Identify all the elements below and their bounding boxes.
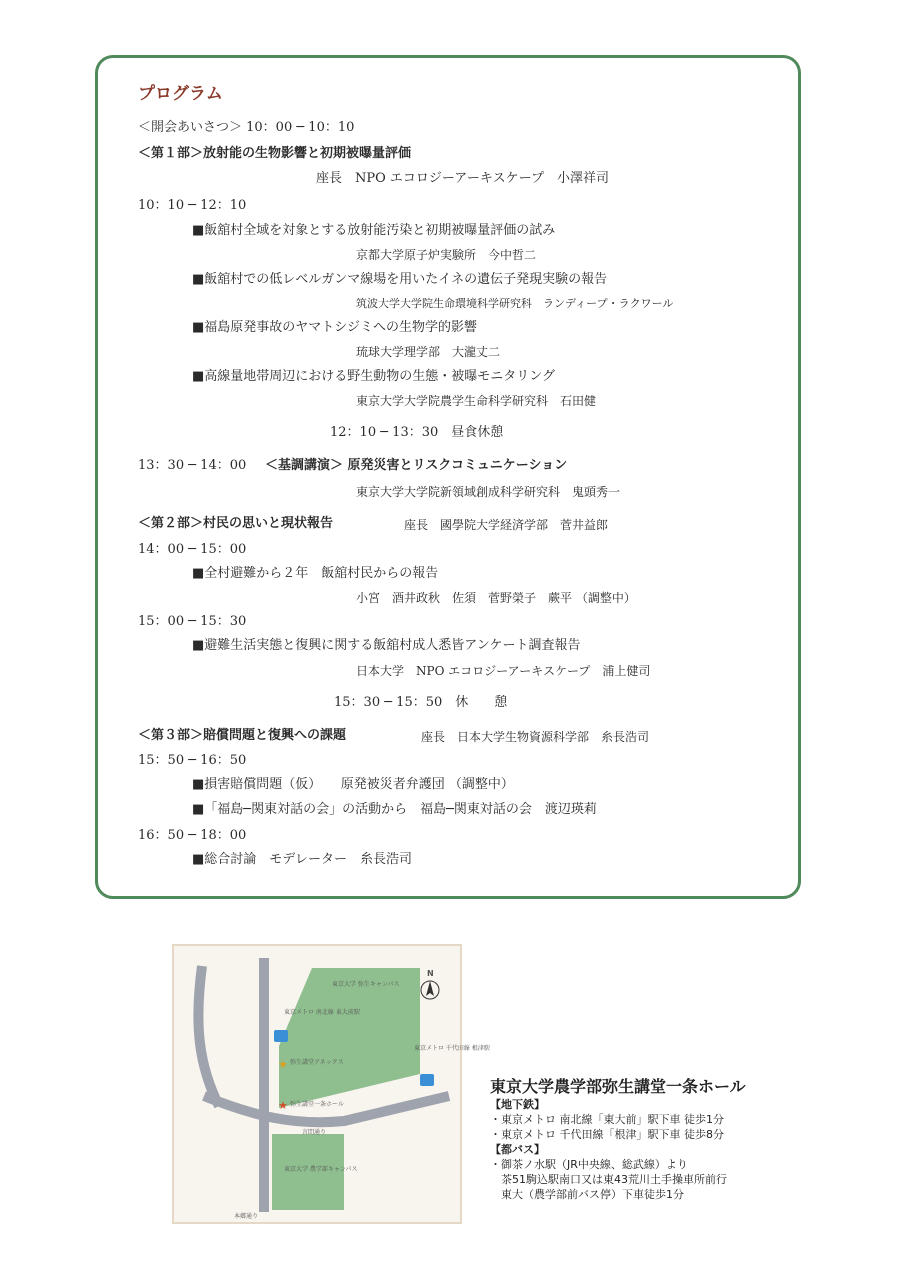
bus-label: 【都バス】: [490, 1143, 545, 1156]
part3-time2: 16：50 ─ 18：00: [138, 828, 247, 843]
bus-line: 東大（農学部前バス停）下車徒歩1分: [490, 1188, 684, 1201]
road-kototoi: [204, 1096, 449, 1122]
star-icon: ★: [278, 1058, 288, 1071]
compass-north: N: [427, 969, 434, 978]
part1-talk-title: ■飯舘村全域を対象とする放射能汚染と初期被曝量評価の試み: [192, 223, 556, 238]
part1-time: 10：10 ─ 12：10: [138, 198, 247, 213]
station-left-label: 東京メトロ 南北線 東大前駅: [284, 1009, 360, 1016]
program-title: プログラム: [138, 84, 223, 104]
access-map: [172, 944, 490, 1224]
part2-session2-time: 15：00 ─ 15：30: [138, 614, 247, 629]
street-mid-label: 言問通り: [302, 1129, 327, 1136]
bus-line: ・御茶ノ水駅（JR中央線、総武線）より: [490, 1158, 688, 1171]
venue-label: 弥生講堂一条ホール: [290, 1101, 344, 1108]
keynote-speaker: 東京大学大学院新領域創成科学研究科 鬼頭秀一: [356, 485, 621, 499]
part2-session1-time: 14：00 ─ 15：00: [138, 542, 247, 557]
part3-chair: 座長 日本大学生物資源科学部 糸長浩司: [421, 730, 650, 744]
map-drawing: [174, 946, 490, 1222]
metro-left-icon: [274, 1030, 288, 1042]
venue-name: 東京大学農学部弥生講堂一条ホール: [490, 1077, 746, 1096]
subway-label: 【地下鉄】: [490, 1098, 545, 1111]
part1-talk-title: ■飯舘村での低レベルガンマ線場を用いたイネの遺伝子発現実験の報告: [192, 272, 608, 287]
station-right-label: 東京メトロ 千代田線 根津駅: [414, 1045, 490, 1052]
part2-session2-title: ■避難生活実態と復興に関する飯舘村成人悉皆アンケート調査報告: [192, 638, 581, 653]
keynote-heading: ＜基調講演＞ 原発災害とリスクコミュニケーション: [265, 458, 568, 473]
part1-talk-speaker: 琉球大学理学部 大瀧丈二: [356, 345, 501, 359]
bus-line: 茶51駒込駅南口又は東43荒川土手操車所前行: [490, 1173, 727, 1186]
venue-star-icon: ★: [278, 1099, 288, 1112]
metro-right-icon: [420, 1074, 434, 1086]
part1-heading: ＜第１部＞放射能の生物影響と初期被曝量評価: [138, 146, 412, 161]
part1-chair: 座長 NPO エコロジーアーキスケープ 小澤祥司: [316, 171, 609, 186]
part2-session2-speaker: 日本大学 NPO エコロジーアーキスケープ 浦上健司: [356, 664, 651, 678]
lunch-break: 12：10 ─ 13：30 昼食休憩: [330, 425, 504, 440]
part1-talk-speaker: 東京大学大学院農学生命科学研究科 石田健: [356, 394, 597, 408]
part1-talk-title: ■福島原発事故のヤマトシジミへの生物学的影響: [192, 320, 477, 335]
part1-talk-title: ■高線量地帯周辺における野生動物の生態・被曝モニタリング: [192, 369, 556, 384]
part3-talk3: ■総合討論 モデレーター 糸長浩司: [192, 852, 413, 867]
subway-line: ・東京メトロ 南北線「東大前」駅下車 徒歩1分: [490, 1113, 724, 1126]
part2-session1-speakers: 小宮 酒井政秋 佐須 菅野榮子 蕨平 （調整中）: [356, 591, 636, 605]
compass-needle-icon: [426, 981, 434, 996]
part2-heading: ＜第２部＞村民の思いと現状報告: [138, 516, 334, 531]
street-left-label: 本郷通り: [234, 1213, 259, 1220]
campus-top-label: 東京大学 弥生キャンパス: [332, 981, 400, 988]
campus-bottom-label: 東京大学 農学部キャンパス: [284, 1166, 358, 1173]
part3-talk2: ■「福島─関東対話の会」の活動から 福島─関東対話の会 渡辺瑛莉: [192, 802, 597, 817]
part1-talk-speaker: 筑波大学大学院生命環境科学研究科 ランディープ・ラクワール: [356, 297, 674, 310]
subway-line: ・東京メトロ 千代田線「根津」駅下車 徒歩8分: [490, 1128, 724, 1141]
part3-talk1: ■損害賠償問題（仮） 原発被災者弁護団 （調整中）: [192, 777, 514, 792]
keynote-time: 13：30 ─ 14：00: [138, 458, 247, 473]
road-curve: [198, 966, 219, 1106]
campus-top-area: [279, 968, 420, 1108]
part3-heading: ＜第３部＞賠償問題と復興への課題: [138, 728, 347, 743]
part2-chair: 座長 國學院大学経済学部 菅井益郎: [404, 518, 609, 532]
opening-remarks: ＜開会あいさつ＞ 10：00 ─ 10：10: [138, 120, 355, 135]
part3-time1: 15：50 ─ 16：50: [138, 753, 247, 768]
part2-session1-title: ■全村避難から２年 飯舘村民からの報告: [192, 566, 439, 581]
part1-talk-speaker: 京都大学原子炉実験所 今中哲二: [356, 248, 537, 262]
anniversary-label: 弥生講堂アネックス: [290, 1059, 344, 1066]
afternoon-break: 15：30 ─ 15：50 休 憩: [334, 695, 508, 710]
